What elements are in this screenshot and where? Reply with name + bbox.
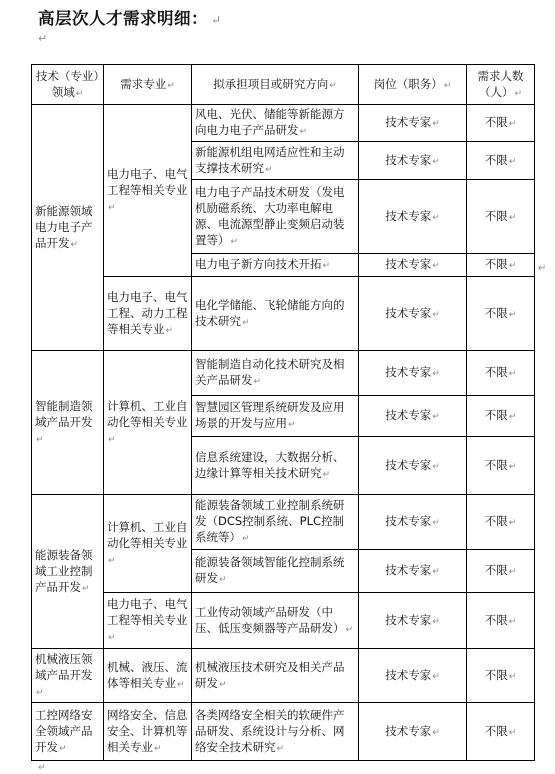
domain-cell: 工控网络安全领域产品开发↵ (32, 703, 104, 761)
domain-cell: 新能源领域电力电子产品开发↵ (32, 105, 104, 351)
position-cell: 技术专家↵ (359, 254, 467, 277)
paragraph-mark-icon: ↵ (38, 32, 48, 45)
direction-cell: 能源装备领域智能化控制系统研发↵ (192, 550, 359, 593)
position-cell: 技术专家↵ (359, 550, 467, 593)
talent-demand-table (31, 64, 535, 761)
direction-cell: 电力电子产品技术研发（发电机励磁系统、大功率电解电源、电流源型静止变频启动装置等）↵ (192, 180, 359, 254)
direction-cell: 各类网络安全相关的软硬件产品研发、系统设计与分析、网络安全技术研究↵ (192, 703, 359, 761)
paragraph-mark-icon: ↵ (538, 263, 547, 274)
direction-cell: 机械液压技术研究及相关产品研发↵ (192, 649, 359, 703)
major-cell: 计算机、工业自动化等相关专业↵ (104, 495, 192, 593)
domain-cell: 能源装备领域工业控制产品开发↵ (32, 495, 104, 649)
count-cell: 不限↵ (467, 703, 535, 761)
table-row (32, 277, 535, 351)
paragraph-mark-icon: ↵ (38, 763, 46, 773)
direction-cell: 工业传动领域产品研发（中压、低压变频器等产品研发）↵ (192, 593, 359, 649)
position-cell: 技术专家↵ (359, 495, 467, 550)
position-cell: 技术专家↵ (359, 649, 467, 703)
table-row (32, 649, 535, 703)
direction-cell: 智慧园区管理系统研发及应用场景的开发与应用↵ (192, 396, 359, 437)
header-direction: 拟承担项目或研究方向↵ (192, 65, 359, 105)
count-cell: 不限↵ (467, 351, 535, 396)
count-cell: 不限↵ (467, 649, 535, 703)
major-cell: 机械、液压、流体等相关专业↵ (104, 649, 192, 703)
major-cell: 电力电子、电气工程等相关专业↵ (104, 105, 192, 277)
position-cell: 技术专家↵ (359, 105, 467, 142)
count-cell: 不限↵ (467, 437, 535, 495)
direction-cell: 信息系统建设，大数据分析、边缘计算等相关技术研究↵ (192, 437, 359, 495)
count-cell: 不限↵ (467, 142, 535, 180)
major-cell: 计算机、工业自动化等相关专业↵ (104, 351, 192, 495)
position-cell: 技术专家↵ (359, 180, 467, 254)
header-position: 岗位（职务）↵ (359, 65, 467, 105)
count-cell: 不限↵ (467, 396, 535, 437)
table-row (32, 593, 535, 649)
count-cell: 不限↵ (467, 593, 535, 649)
page-title (38, 5, 222, 29)
direction-cell: 电化学储能、飞轮储能方向的技术研究↵ (192, 277, 359, 351)
title-text: 高层次人才需求明细： (38, 9, 208, 28)
direction-cell: 新能源机组电网适应性和主动支撑技术研究↵ (192, 142, 359, 180)
count-cell: 不限↵ (467, 180, 535, 254)
position-cell: 技术专家↵ (359, 437, 467, 495)
table-row (32, 703, 535, 761)
paragraph-mark-icon: ↵ (211, 13, 222, 27)
domain-cell: 机械液压领域产品开发↵ (32, 649, 104, 703)
count-cell: 不限↵ (467, 550, 535, 593)
table-row (32, 105, 535, 142)
table-row (32, 495, 535, 550)
major-cell: 网络安全、信息安全、计算机等相关专业↵ (104, 703, 192, 761)
direction-cell: 能源装备领域工业控制系统研发（DCS控制系统、PLC控制系统等）↵ (192, 495, 359, 550)
domain-cell: 智能制造领域产品开发↵ (32, 351, 104, 495)
direction-cell: 电力电子新方向技术开拓↵ (192, 254, 359, 277)
table-row (32, 351, 535, 396)
position-cell: 技术专家↵ (359, 396, 467, 437)
position-cell: 技术专家↵ (359, 142, 467, 180)
major-cell: 电力电子、电气工程等相关专业↵ (104, 593, 192, 649)
position-cell: 技术专家↵ (359, 593, 467, 649)
major-cell: 电力电子、电气工程、动力工程等相关专业↵ (104, 277, 192, 351)
header-count: 需求人数（人）↵ (467, 65, 535, 105)
direction-cell: 智能制造自动化技术研究及相关产品研发↵ (192, 351, 359, 396)
direction-cell: 风电、光伏、储能等新能源方向电力电子产品研发↵ (192, 105, 359, 142)
position-cell: 技术专家↵ (359, 351, 467, 396)
count-cell: 不限↵ (467, 495, 535, 550)
header-major: 需求专业↵ (104, 65, 192, 105)
count-cell: 不限↵ (467, 277, 535, 351)
header-domain: 技术（专业）领域↵ (32, 65, 104, 105)
count-cell: 不限↵ (467, 254, 535, 277)
table-header-row (32, 65, 535, 105)
position-cell: 技术专家↵ (359, 277, 467, 351)
position-cell: 技术专家↵ (359, 703, 467, 761)
count-cell: 不限↵ (467, 105, 535, 142)
